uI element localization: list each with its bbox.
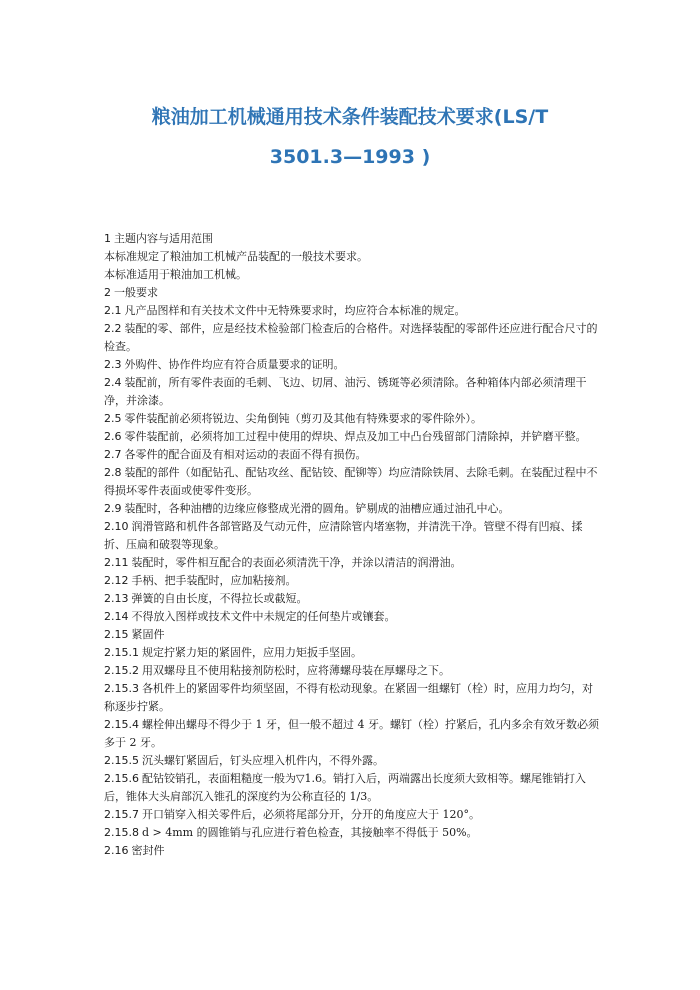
clause-text: 规定拧紧力矩的紧固件，应用力矩扳手坚固。 bbox=[142, 646, 362, 659]
clause-number: 2.7 bbox=[104, 448, 122, 461]
paragraph bbox=[104, 644, 600, 662]
clause-number: 2.13 bbox=[104, 592, 129, 605]
paragraph bbox=[104, 680, 600, 716]
clause-text: 手柄、把手装配时，应加粘接剂。 bbox=[131, 574, 297, 587]
paragraph bbox=[104, 356, 600, 374]
clause-number: 2.10 bbox=[104, 520, 129, 533]
paragraph bbox=[104, 824, 600, 842]
paragraph bbox=[104, 518, 600, 554]
clause-text: 凡产品图样和有关技术文件中无特殊要求时，均应符合本标准的规定。 bbox=[124, 304, 466, 317]
clause-text: 零件装配前必须将锐边、尖角倒钝（剪刃及其他有特殊要求的零件除外）。 bbox=[124, 412, 482, 425]
paragraph bbox=[104, 752, 600, 770]
document-body bbox=[104, 230, 600, 860]
clause-text: 不得放入图样或技术文件中未规定的任何垫片或镶套。 bbox=[131, 610, 396, 623]
clause-number: 2.9 bbox=[104, 502, 122, 515]
paragraph bbox=[104, 770, 600, 806]
clause-number: 2.6 bbox=[104, 430, 122, 443]
clause-number: 2.2 bbox=[104, 322, 122, 335]
clause-number: 2.15.7 bbox=[104, 808, 139, 821]
paragraph bbox=[104, 500, 600, 518]
clause-text: 各零件的配合面及有相对运动的表面不得有损伤。 bbox=[124, 448, 367, 461]
clause-text: 装配的部件（如配钻孔、配钻攻丝、配钻铰、配铆等）均应清除铁屑、去除毛刺。在装配过程中不得损坏零件表面或使零件变形。 bbox=[104, 466, 598, 497]
paragraph bbox=[104, 554, 600, 572]
clause-text: 紧固件 bbox=[131, 628, 165, 641]
clause-text: 本标准适用于粮油加工机械。 bbox=[104, 268, 247, 281]
paragraph bbox=[104, 230, 600, 248]
clause-number: 2.15.5 bbox=[104, 754, 139, 767]
paragraph bbox=[104, 428, 600, 446]
paragraph bbox=[104, 626, 600, 644]
paragraph bbox=[104, 572, 600, 590]
clause-number: 2.16 bbox=[104, 844, 129, 857]
clause-number: 2 bbox=[104, 286, 111, 299]
paragraph bbox=[104, 302, 600, 320]
clause-number: 2.15.2 bbox=[104, 664, 139, 677]
clause-text: 外购件、协作件均应有符合质量要求的证明。 bbox=[124, 358, 345, 371]
clause-text: 主题内容与适用范围 bbox=[114, 232, 213, 245]
clause-number: 2.15.6 bbox=[104, 772, 139, 785]
clause-text: 零件装配前，必须将加工过程中使用的焊块、焊点及加工中凸台残留部门清除掉，并铲磨平整。 bbox=[124, 430, 587, 443]
clause-text: 密封件 bbox=[131, 844, 165, 857]
clause-text: 开口销穿入相关零件后，必须将尾部分开，分开的角度应大于 120°。 bbox=[142, 808, 480, 821]
paragraph bbox=[104, 410, 600, 428]
paragraph bbox=[104, 266, 600, 284]
clause-number: 2.15.4 bbox=[104, 718, 139, 731]
document-title-line-1: 粮油加工机械通用技术条件装配技术要求(LS/T bbox=[151, 106, 549, 128]
clause-text: 配钻铰销孔，表面粗糙度一般为▽1.6。销打入后，两端露出长度须大致相等。螺尾锥销打入后，锥体大头肩部沉入锥孔的深度约为公称直径的 1/3。 bbox=[104, 772, 586, 803]
paragraph bbox=[104, 608, 600, 626]
paragraph bbox=[104, 248, 600, 266]
clause-text: 装配时，各种油槽的边缘应修整成光滑的圆角。铲剔成的油槽应通过油孔中心。 bbox=[124, 502, 510, 515]
clause-number: 2.8 bbox=[104, 466, 122, 479]
clause-number: 2.15.3 bbox=[104, 682, 139, 695]
paragraph bbox=[104, 716, 600, 752]
clause-text: 本标准规定了粮油加工机械产品装配的一般技术要求。 bbox=[104, 250, 368, 263]
paragraph bbox=[104, 590, 600, 608]
paragraph bbox=[104, 374, 600, 410]
clause-text: 装配前，所有零件表面的毛刺、飞边、切屑、油污、锈斑等必须清除。各种箱体内部必须清理干净，并涂漆。 bbox=[104, 376, 587, 407]
clause-text: 装配时，零件相互配合的表面必须清洗干净，并涂以清洁的润滑油。 bbox=[131, 556, 462, 569]
paragraph bbox=[104, 806, 600, 824]
clause-number: 2.3 bbox=[104, 358, 122, 371]
clause-number: 2.5 bbox=[104, 412, 122, 425]
clause-number: 2.12 bbox=[104, 574, 129, 587]
paragraph bbox=[104, 284, 600, 302]
clause-text: 弹簧的自由长度，不得拉长或截短。 bbox=[131, 592, 308, 605]
clause-text: 螺栓伸出螺母不得少于 1 牙，但一般不超过 4 牙。螺钉（栓）拧紧后，孔内多余有效牙数必须多于 2 牙。 bbox=[104, 718, 599, 749]
clause-number: 2.1 bbox=[104, 304, 122, 317]
paragraph bbox=[104, 842, 600, 860]
clause-text: 一般要求 bbox=[114, 286, 158, 299]
paragraph bbox=[104, 464, 600, 500]
clause-number: 1 bbox=[104, 232, 111, 245]
clause-text: 各机件上的紧固零件均须坚固，不得有松动现象。在紧固一组螺钉（栓）时，应用力均匀，对称逐步拧紧。 bbox=[104, 682, 593, 713]
clause-text: d > 4mm 的圆锥销与孔应进行着色检查，其接触率不得低于 50%。 bbox=[142, 826, 478, 839]
clause-text: 润滑管路和机件各部管路及气动元件，应清除管内堵塞物，并清洗干净。管壁不得有凹痕、揉折、压扁和破裂等现象。 bbox=[104, 520, 583, 551]
clause-number: 2.14 bbox=[104, 610, 129, 623]
clause-number: 2.15 bbox=[104, 628, 129, 641]
clause-number: 2.15.1 bbox=[104, 646, 139, 659]
clause-number: 2.15.8 bbox=[104, 826, 139, 839]
clause-text: 装配的零、部件，应是经技术检验部门检查后的合格件。对选择装配的零部件还应进行配合尺寸的检查。 bbox=[104, 322, 598, 353]
clause-text: 用双螺母且不使用粘接剂防松时，应将薄螺母装在厚螺母之下。 bbox=[142, 664, 450, 677]
paragraph bbox=[104, 446, 600, 464]
clause-number: 2.11 bbox=[104, 556, 129, 569]
paragraph bbox=[104, 662, 600, 680]
document-title-line-2: 3501.3—1993 ) bbox=[269, 146, 431, 168]
paragraph bbox=[104, 320, 600, 356]
clause-text: 沉头螺钉紧固后，钉头应埋入机件内，不得外露。 bbox=[142, 754, 384, 767]
clause-number: 2.4 bbox=[104, 376, 122, 389]
